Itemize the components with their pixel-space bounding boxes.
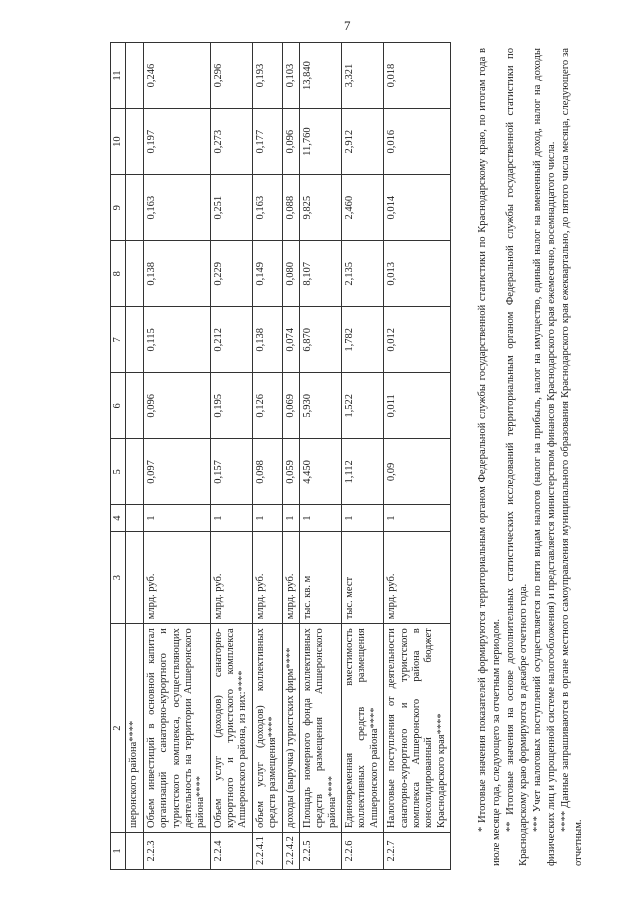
header-cell: 7 [111, 307, 126, 373]
value-cell [126, 307, 143, 373]
value-cell: 0,197 [143, 109, 210, 175]
value-cell: 0,097 [143, 439, 210, 505]
value-cell: 0,09 [384, 439, 451, 505]
value-cell: 2,912 [342, 109, 384, 175]
value-cell: 0,103 [282, 43, 299, 109]
value-cell: 2,135 [342, 241, 384, 307]
value-cell: 0,096 [143, 373, 210, 439]
header-cell: 9 [111, 175, 126, 241]
header-cell: 3 [111, 531, 126, 623]
value-cell: 0,177 [252, 109, 282, 175]
value-cell: 0,212 [210, 307, 252, 373]
value-cell: 0,059 [282, 439, 299, 505]
indicators-table [110, 42, 451, 870]
indicator-name: Налоговые поступления от деятельности санаторно-курортного и туристского комплекса Апшеронского района в консолидированный бюджет Краснодарского края**** [384, 624, 451, 833]
rotated-page-content [110, 42, 612, 870]
indicator-name: объем услуг (доходов) коллективных средств размещения**** [252, 624, 282, 833]
unit-cell: млрд. руб. [384, 531, 451, 623]
header-cell: 5 [111, 439, 126, 505]
value-cell [126, 373, 143, 439]
header-cell: 2 [111, 624, 126, 833]
value-cell: 0,195 [210, 373, 252, 439]
header-cell: 1 [111, 833, 126, 870]
unit-cell [126, 531, 143, 623]
value-cell: 0,138 [252, 307, 282, 373]
table-row [342, 43, 384, 870]
value-cell: 9,825 [299, 175, 341, 241]
table-row [282, 43, 299, 870]
footnote: * Итоговые значения показателей формируются территориальным органом Федеральной службы государственной статистики по Краснодарскому краю, по итогам года в июле месяце года, следующего за отчетным периодом. [477, 48, 502, 866]
header-cell: 10 [111, 109, 126, 175]
value-cell: 0,011 [384, 373, 451, 439]
row-number: 2.2.4.2 [282, 833, 299, 870]
value-cell: 0,296 [210, 43, 252, 109]
value-cell: 0,018 [384, 43, 451, 109]
value-cell: 0,157 [210, 439, 252, 505]
value-cell: 11,760 [299, 109, 341, 175]
column-4-cell: 1 [252, 505, 282, 531]
table-row [210, 43, 252, 870]
column-4-cell: 1 [210, 505, 252, 531]
table-row [384, 43, 451, 870]
value-cell [126, 43, 143, 109]
value-cell [126, 175, 143, 241]
row-number: 2.2.5 [299, 833, 341, 870]
value-cell: 0,012 [384, 307, 451, 373]
unit-cell: млрд. руб. [282, 531, 299, 623]
value-cell: 0,163 [143, 175, 210, 241]
value-cell: 5,930 [299, 373, 341, 439]
column-4-cell [126, 505, 143, 531]
footnotes [476, 48, 586, 866]
indicator-name: Единовременная вместимость коллективных средств размещения Апшеронского района**** [342, 624, 384, 833]
value-cell: 0,069 [282, 373, 299, 439]
table-row [252, 43, 282, 870]
table-row [143, 43, 210, 870]
column-4-cell: 1 [282, 505, 299, 531]
header-cell: 4 [111, 505, 126, 531]
header-cell: 11 [111, 43, 126, 109]
page-number: 7 [344, 18, 351, 33]
value-cell: 0,246 [143, 43, 210, 109]
row-number: 2.2.6 [342, 833, 384, 870]
header-cell: 8 [111, 241, 126, 307]
value-cell: 0,088 [282, 175, 299, 241]
value-cell: 2,460 [342, 175, 384, 241]
value-cell: 0,149 [252, 241, 282, 307]
column-4-cell: 1 [342, 505, 384, 531]
value-cell: 3,321 [342, 43, 384, 109]
unit-cell: тыс. кв. м [299, 531, 341, 623]
row-number: 2.2.3 [143, 833, 210, 870]
unit-cell: млрд. руб. [252, 531, 282, 623]
value-cell: 0,014 [384, 175, 451, 241]
table-row [299, 43, 341, 870]
value-cell: 0,229 [210, 241, 252, 307]
row-number: 2.2.4.1 [252, 833, 282, 870]
value-cell: 0,080 [282, 241, 299, 307]
header-cell: 6 [111, 373, 126, 439]
value-cell: 0,013 [384, 241, 451, 307]
unit-cell: млрд. руб. [143, 531, 210, 623]
value-cell: 0,138 [143, 241, 210, 307]
unit-cell: тыс. мест [342, 531, 384, 623]
value-cell: 1,112 [342, 439, 384, 505]
column-4-cell: 1 [299, 505, 341, 531]
value-cell [126, 439, 143, 505]
value-cell: 4,450 [299, 439, 341, 505]
indicator-name: шеронского района**** [126, 624, 143, 833]
value-cell: 0,251 [210, 175, 252, 241]
row-number: 2.2.4 [210, 833, 252, 870]
value-cell: 0,163 [252, 175, 282, 241]
value-cell: 0,074 [282, 307, 299, 373]
value-cell: 0,126 [252, 373, 282, 439]
footnote: **** Данные запрашиваются в органе местного самоуправления муниципального образования Краснодарского края ежеквартально, до пятого числа месяца, следующего за отчетным. [559, 48, 585, 866]
indicator-name: доходы (выручка) туристских фирм**** [282, 624, 299, 833]
value-cell: 0,115 [143, 307, 210, 373]
value-cell: 1,522 [342, 373, 384, 439]
footnote: ** Итоговые значения на основе дополнительных статистических исследований территориальным органом Федеральной службы государственной статистики по Краснодарскому краю формируются в декабре отчетного года. [504, 48, 530, 866]
value-cell: 6,870 [299, 307, 341, 373]
value-cell [126, 109, 143, 175]
table-header-row [111, 43, 126, 870]
column-4-cell: 1 [384, 505, 451, 531]
value-cell: 0,016 [384, 109, 451, 175]
value-cell: 0,096 [282, 109, 299, 175]
value-cell: 13,840 [299, 43, 341, 109]
indicator-name: Объем инвестиций в основной капитал организаций санаторно-курортного и туристского комплекса, осуществляющих деятельность на территории Апшеронского района**** [143, 624, 210, 833]
value-cell: 0,098 [252, 439, 282, 505]
value-cell [126, 241, 143, 307]
value-cell: 0,193 [252, 43, 282, 109]
unit-cell: млрд. руб. [210, 531, 252, 623]
row-number [126, 833, 143, 870]
value-cell: 0,273 [210, 109, 252, 175]
value-cell: 8,107 [299, 241, 341, 307]
indicator-name: Площадь номерного фонда коллективных средств размещения Апшеронского района**** [299, 624, 341, 833]
value-cell: 1,782 [342, 307, 384, 373]
indicator-name: Объем услуг (доходов) санаторно-курортного и туристского комплекса Апшеронского района, из них:**** [210, 624, 252, 833]
table-row [126, 43, 143, 870]
footnote: *** Учет налоговых поступлений осуществляется по пяти видам налогов (налог на прибыль, налог на имущество, единый налог на вмененный доход, налог на доходы физических лиц и упрощенной системе налогообложения) и представляется министерством финансов Краснодарского края ежемесячно, восемнадцатого числа. [532, 48, 557, 866]
row-number: 2.2.7 [384, 833, 451, 870]
column-4-cell: 1 [143, 505, 210, 531]
